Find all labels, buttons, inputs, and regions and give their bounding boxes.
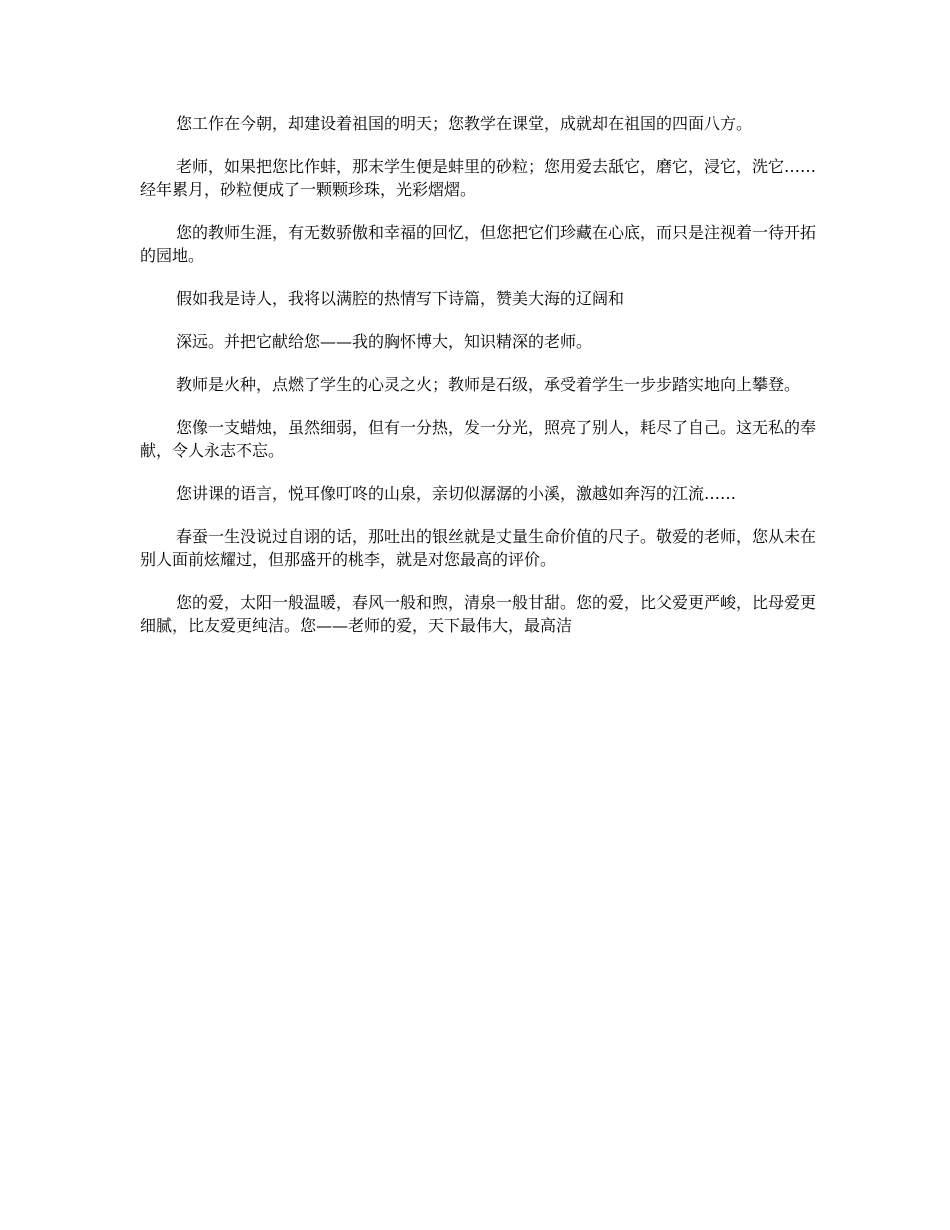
- paragraph: 深远。并把它献给您——我的胸怀博大，知识精深的老师。: [176, 332, 593, 351]
- paragraph: 老师，如果把您比作蚌，那末学生便是蚌里的砂粒；您用爱去舐它，磨它，浸它，洗它……经年累月，砂粒便成了一颗颗珍珠，光彩熠熠。: [140, 157, 817, 199]
- paragraph: 您讲课的语言，悦耳像叮咚的山泉，亲切似潺潺的小溪，激越如奔泻的江流……: [176, 484, 737, 503]
- paragraph: 假如我是诗人，我将以满腔的热情写下诗篇，赞美大海的辽阔和: [176, 289, 625, 308]
- paragraph: 您像一支蜡烛，虽然细弱，但有一分热，发一分光，照亮了别人，耗尽了自己。这无私的奉献，令人永志不忘。: [140, 418, 817, 460]
- paragraph: 您的教师生涯，有无数骄傲和幸福的回忆，但您把它们珍藏在心底，而只是注视着一待开拓的园地。: [140, 223, 817, 265]
- paragraph: 您的爱，太阳一般温暖，春风一般和煦，清泉一般甘甜。您的爱，比父爱更严峻，比母爱更细腻，比友爱更纯洁。您——老师的爱，天下最伟大，最高洁: [140, 593, 817, 635]
- paragraph: 春蚕一生没说过自诩的话，那吐出的银丝就是丈量生命价值的尺子。敬爱的老师，您从未在别人面前炫耀过，但那盛开的桃李，就是对您最高的评价。: [140, 527, 817, 569]
- paragraph: 教师是火种，点燃了学生的心灵之火；教师是石级，承受着学生一步步踏实地向上攀登。: [176, 375, 801, 394]
- paragraph: 您工作在今朝，却建设着祖国的明天；您教学在课堂，成就却在祖国的四面八方。: [176, 114, 753, 133]
- document-body: [140, 112, 816, 657]
